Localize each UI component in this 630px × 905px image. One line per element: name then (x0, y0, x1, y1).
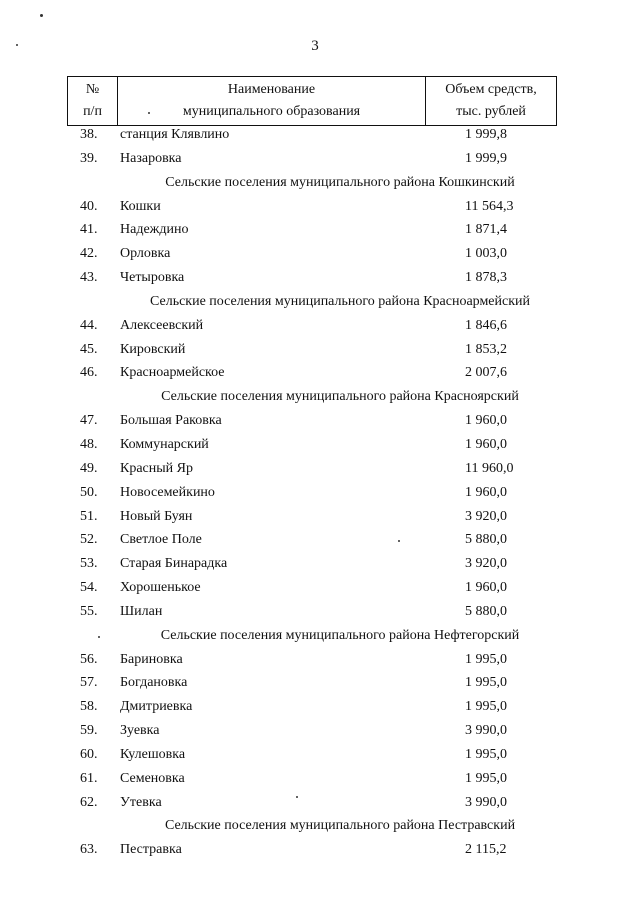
section-heading-row (0, 171, 630, 195)
header-number-sublabel: п/п (83, 104, 102, 119)
header-name-column (118, 77, 426, 125)
municipality-name: Светлое Поле (120, 532, 202, 548)
header-name-sublabel: муниципального образования (182, 104, 361, 119)
table-body (0, 123, 630, 862)
header-number-label: № (85, 82, 100, 97)
row-number: 59. (80, 723, 98, 739)
funding-amount: 1 853,2 (465, 341, 507, 357)
funding-amount: 2 115,2 (465, 842, 507, 858)
scan-speck (40, 14, 43, 17)
municipality-name: Кировский (120, 341, 186, 357)
row-number: 47. (80, 413, 98, 429)
municipality-name: Зуевка (120, 723, 160, 739)
municipality-name: Орловка (120, 246, 171, 262)
municipality-name: Красноармейское (120, 365, 225, 381)
table-row (0, 457, 630, 481)
funding-amount: 1 995,0 (465, 770, 507, 786)
page-number: 3 (311, 38, 319, 54)
table-row (0, 552, 630, 576)
row-number: 61. (80, 770, 98, 786)
table-row (0, 671, 630, 695)
municipality-name: Богдановка (120, 675, 188, 691)
funding-amount: 3 920,0 (465, 556, 507, 572)
municipality-name: Хорошенькое (120, 580, 201, 596)
table-row (0, 147, 630, 171)
municipality-name: Утевка (120, 794, 162, 810)
municipality-name: Надеждино (120, 222, 189, 238)
table-row (0, 576, 630, 600)
municipality-name: Кошки (120, 198, 161, 214)
row-number: 63. (80, 842, 98, 858)
funding-amount: 1 999,8 (465, 127, 507, 142)
funding-amount: 5 880,0 (465, 532, 507, 548)
municipality-name: Семеновка (120, 770, 185, 786)
section-heading-row (0, 290, 630, 314)
municipality-name: Старая Бинарадка (120, 556, 228, 572)
table-row (0, 409, 630, 433)
table-row (0, 314, 630, 338)
funding-amount: 3 990,0 (465, 794, 507, 810)
table-row (0, 743, 630, 767)
table-row (0, 767, 630, 791)
municipality-name: Бариновка (120, 651, 183, 667)
section-title: Сельские поселения муниципального района Кошкинский (165, 174, 515, 190)
table-row (0, 242, 630, 266)
header-amount-sublabel: тыс. рублей (456, 104, 526, 119)
funding-amount: 3 920,0 (465, 508, 507, 524)
table-row (0, 195, 630, 219)
table-row (0, 123, 630, 147)
row-number: 44. (80, 317, 98, 333)
row-number: 54. (80, 580, 98, 596)
row-number: 50. (80, 484, 98, 500)
row-number: 60. (80, 746, 98, 762)
section-heading-row (0, 385, 630, 409)
row-number: 58. (80, 699, 98, 715)
section-title: Сельские поселения муниципального района Красноармейский (149, 293, 531, 309)
funding-amount: 1 960,0 (465, 413, 507, 429)
municipality-name: станция Клявлино (120, 127, 230, 142)
table-row (0, 481, 630, 505)
row-number: 51. (80, 508, 98, 524)
municipality-name: Шилан (120, 603, 163, 619)
table-row (0, 218, 630, 242)
row-number: 53. (80, 556, 98, 572)
municipality-name: Коммунарский (120, 436, 209, 452)
section-title: Сельские поселения муниципального района Нефтегорский (160, 627, 520, 643)
funding-amount: 1 846,6 (465, 317, 507, 333)
row-number: 39. (80, 150, 98, 166)
funding-amount: 1 999,9 (465, 150, 507, 166)
funding-amount: 11 564,3 (465, 198, 514, 214)
section-title: Сельские поселения муниципального района Красноярский (161, 389, 519, 405)
funding-amount: 1 960,0 (465, 580, 507, 596)
row-number: 57. (80, 675, 98, 691)
row-number: 42. (80, 246, 98, 262)
header-name-label: Наименование (227, 82, 316, 97)
header-amount-label: Объем средств, (445, 82, 537, 97)
section-title: Сельские поселения муниципального района Пестравский (164, 818, 516, 834)
table-row (0, 528, 630, 552)
funding-amount: 5 880,0 (465, 603, 507, 619)
table-row (0, 838, 630, 862)
municipality-name: Новый Буян (120, 508, 193, 524)
section-heading-row (0, 624, 630, 648)
row-number: 40. (80, 198, 98, 214)
row-number: 46. (80, 365, 98, 381)
municipality-name: Пестравка (120, 842, 182, 858)
table-row (0, 695, 630, 719)
row-number: 62. (80, 794, 98, 810)
municipality-name: Кулешовка (120, 746, 186, 762)
table-row (0, 433, 630, 457)
funding-amount: 1 878,3 (465, 270, 507, 286)
municipality-name: Алексеевский (120, 317, 204, 333)
table-row (0, 505, 630, 529)
municipality-name: Большая Раковка (120, 413, 222, 429)
row-number: 38. (80, 127, 98, 142)
section-heading-row (0, 814, 630, 838)
row-number: 52. (80, 532, 98, 548)
table-row (0, 600, 630, 624)
row-number: 43. (80, 270, 98, 286)
funding-amount: 1 995,0 (465, 699, 507, 715)
municipality-name: Красный Яр (120, 460, 193, 476)
funding-amount: 1 995,0 (465, 651, 507, 667)
row-number: 56. (80, 651, 98, 667)
funding-amount: 1 960,0 (465, 436, 507, 452)
row-number: 49. (80, 460, 98, 476)
table-header (67, 76, 557, 126)
header-amount-column (426, 77, 556, 125)
table-row (0, 648, 630, 672)
table-row (0, 338, 630, 362)
row-number: 55. (80, 603, 98, 619)
row-number: 48. (80, 436, 98, 452)
table-row (0, 361, 630, 385)
row-number: 41. (80, 222, 98, 238)
table-row (0, 791, 630, 815)
municipality-name: Четыровка (120, 270, 185, 286)
row-number: 45. (80, 341, 98, 357)
funding-amount: 11 960,0 (465, 460, 514, 476)
funding-amount: 1 003,0 (465, 246, 507, 262)
municipality-name: Назаровка (120, 150, 182, 166)
table-row (0, 719, 630, 743)
header-number-column (68, 77, 118, 125)
funding-amount: 3 990,0 (465, 723, 507, 739)
municipality-name: Новосемейкино (120, 484, 215, 500)
municipality-name: Дмитриевка (120, 699, 193, 715)
funding-amount: 1 960,0 (465, 484, 507, 500)
table-row (0, 266, 630, 290)
funding-amount: 1 995,0 (465, 675, 507, 691)
funding-amount: 1 871,4 (465, 222, 507, 238)
funding-amount: 2 007,6 (465, 365, 507, 381)
funding-amount: 1 995,0 (465, 746, 507, 762)
